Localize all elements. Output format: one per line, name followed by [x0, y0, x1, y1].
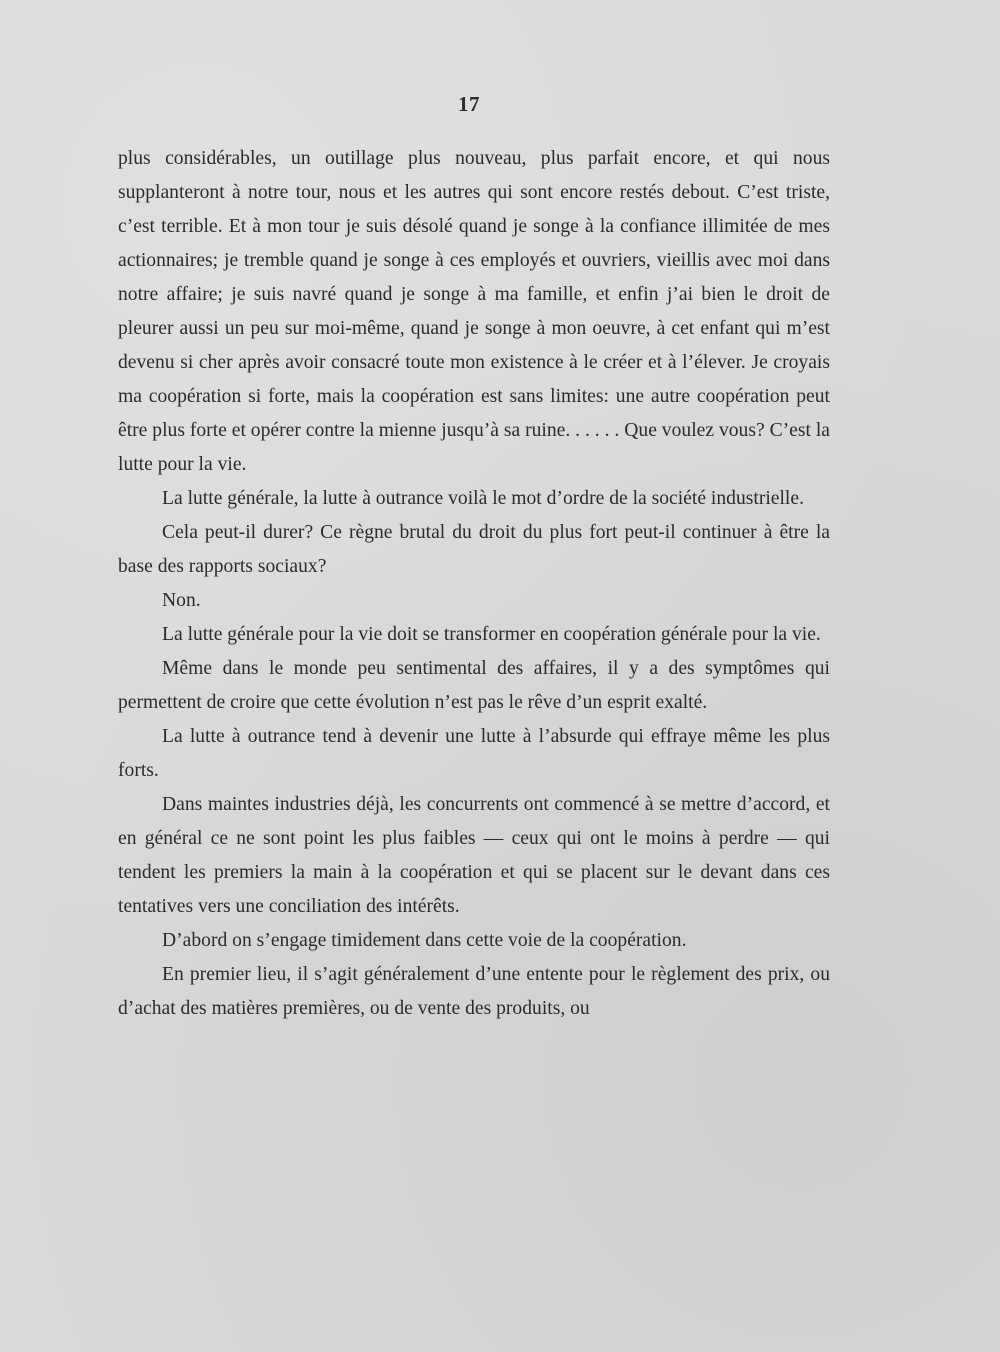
paragraph-5: La lutte générale pour la vie doit se transformer en coopération générale pour la vie. — [162, 624, 821, 645]
page-number: 17 — [458, 92, 480, 116]
paragraph-6: Même dans le monde peu sentimental des affaires, il y a des symptômes qui permettent de croire que cette évolution n’est pas le rêve d’un esprit exalté. — [118, 658, 830, 713]
body-text — [118, 142, 830, 1026]
paragraph-2: La lutte générale, la lutte à outrance voilà le mot d’ordre de la société industrielle. — [162, 488, 804, 509]
paragraph-1: plus considérables, un outillage plus nouveau, plus parfait encore, et qui nous supplanteront à notre tour, nous et les autres qui sont encore restés debout. C’est triste, c’est terrible. Et à mon tour je suis désolé quand je songe à la confiance illimitée de mes actionnaires; je tremble quand je songe à ces employés et ouvriers, vieillis avec moi dans notre affaire; je suis navré quand je songe à ma famille, et enfin j’ai bien le droit de pleurer aussi un peu sur moi-même, quand je songe à mon oeuvre, à cet enfant qui m’est devenu si cher après avoir consacré toute mon existence à le créer et à l’élever. Je croyais ma coopération si forte, mais la coopération est sans limites: une autre coopération peut être plus forte et opérer contre la mienne jusqu’à sa ruine. . . . . . Que voulez vous? C’est la lutte pour la vie. — [118, 148, 830, 475]
paragraph-7: La lutte à outrance tend à devenir une lutte à l’absurde qui effraye même les plus forts. — [118, 726, 830, 781]
paragraph-8: Dans maintes industries déjà, les concurrents ont commencé à se mettre d’accord, et en général ce ne sont point les plus faibles — ceux qui ont le moins à perdre — qui tendent les premiers la main à la coopération et qui se placent sur le devant dans ces tentatives vers une conciliation des intérêts. — [118, 794, 830, 917]
paragraph-4: Non. — [162, 590, 201, 611]
paragraph-9: D’abord on s’engage timidement dans cette voie de la coopération. — [162, 930, 687, 951]
paragraph-10: En premier lieu, il s’agit généralement d’une entente pour le règlement des prix, ou d’achat des matières premières, ou de vente des produits, ou — [118, 964, 830, 1019]
paragraph-3: Cela peut-il durer? Ce règne brutal du droit du plus fort peut-il continuer à être la base des rapports sociaux? — [118, 522, 830, 577]
